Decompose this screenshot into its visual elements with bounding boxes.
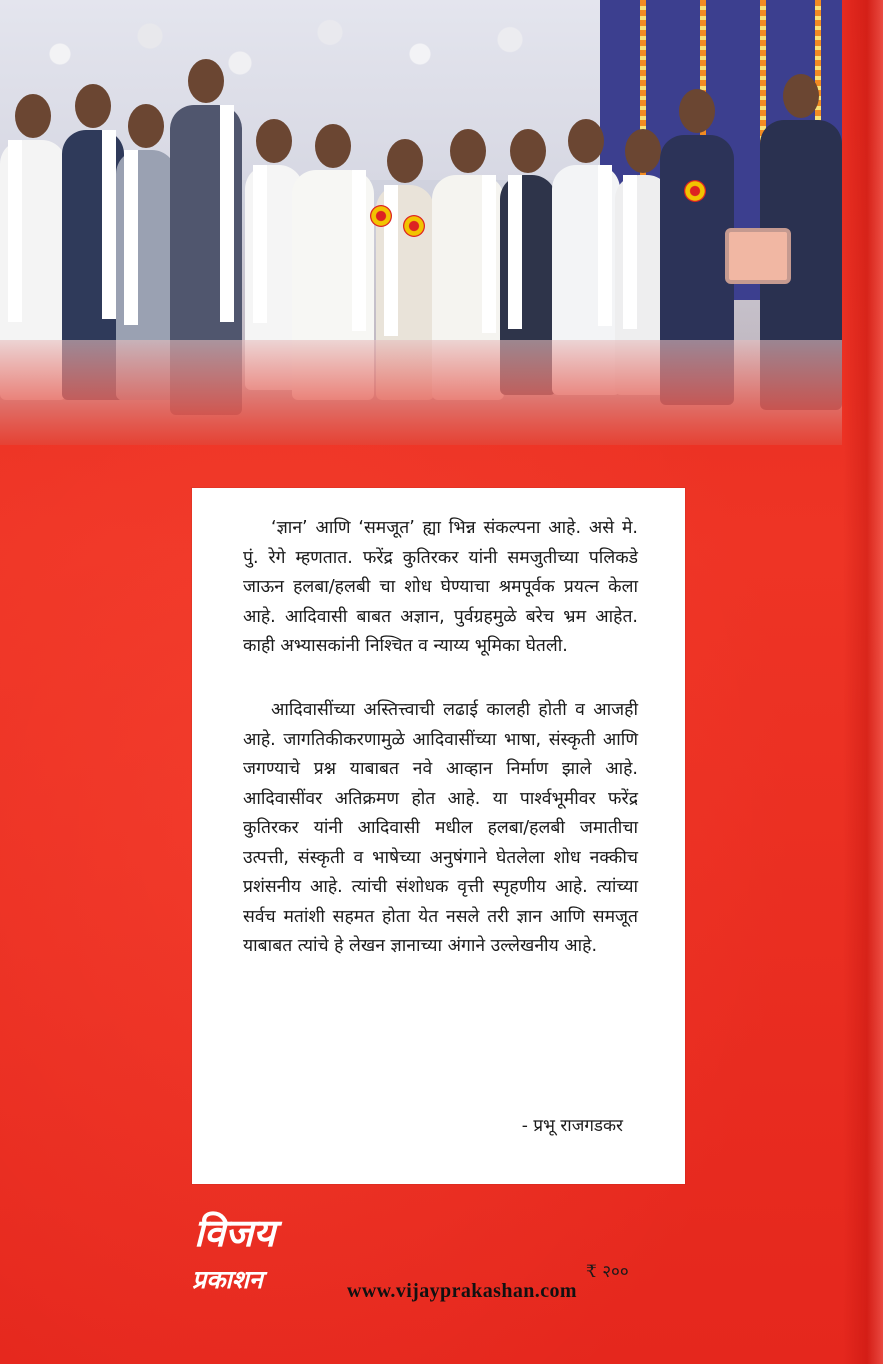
price-label: ₹ २०० — [586, 1262, 629, 1282]
rosette-badge — [370, 205, 392, 227]
photo-fade — [0, 340, 842, 445]
publisher-website: www.vijayprakashan.com — [347, 1280, 577, 1302]
phone-in-hand — [725, 228, 791, 284]
blurb-paragraph-2: आदिवासींच्या अस्तित्त्वाची लढाई कालही होती व आजही आहे. जागतिकीकरणामुळे आदिवासींच्या भाषा, संस्कृती आणि जगण्याचे प्रश्न याबाबत नवे आव्हान निर्माण झाले आहे. आदिवासींवर अतिक्रमण होत आहे. या पार्श्वभूमीवर फरेंद्र कुतिरकर यांनी आदिवासी मधील हलबा/हलबी जमातीचा उत्पत्ती, संस्कृती व भाषेच्या अनुषंगाने घेतलेला शोध नक्कीच प्रशंसनीय आहे. त्यांची संशोधक वृत्ती स्पृहणीय आहे. त्यांच्या सर्वच मतांशी सहमत होता येत नसले तरी ज्ञान आणि समजूत याबाबत त्यांचे हे लेखन ज्ञानाच्या अंगाने उल्लेखनीय आहे. — [243, 700, 638, 956]
author-signature: - प्रभू राजगडकर — [521, 1116, 623, 1136]
rosette-badge — [403, 215, 425, 237]
publisher-logo — [190, 1200, 290, 1320]
blurb-card — [192, 488, 685, 1184]
blurb-paragraph-1: ‘ज्ञान’ आणि ‘समजूत’ ह्या भिन्न संकल्पना आहे. असे मे. पुं. रेगे म्हणतात. फरेंद्र कुतिरकर यांनी समजुतीच्या पलिकडे जाऊन हलबा/हलबी चा शोध घेण्याचा श्रमपूर्वक प्रयत्न केला आहे. आदिवासी बाबत अज्ञान, पुर्वग्रहमुळे बरेच भ्रम आहेत. काही अभ्यासकांनी निश्चित व न्याय्य भूमिका घेतली. — [243, 518, 638, 656]
spine-edge — [843, 0, 883, 1364]
logo-text-vijay: विजय — [194, 1211, 276, 1255]
event-photo — [0, 0, 842, 445]
rosette-badge — [684, 180, 706, 202]
logo-text-prakashan: प्रकाशन — [192, 1265, 263, 1294]
